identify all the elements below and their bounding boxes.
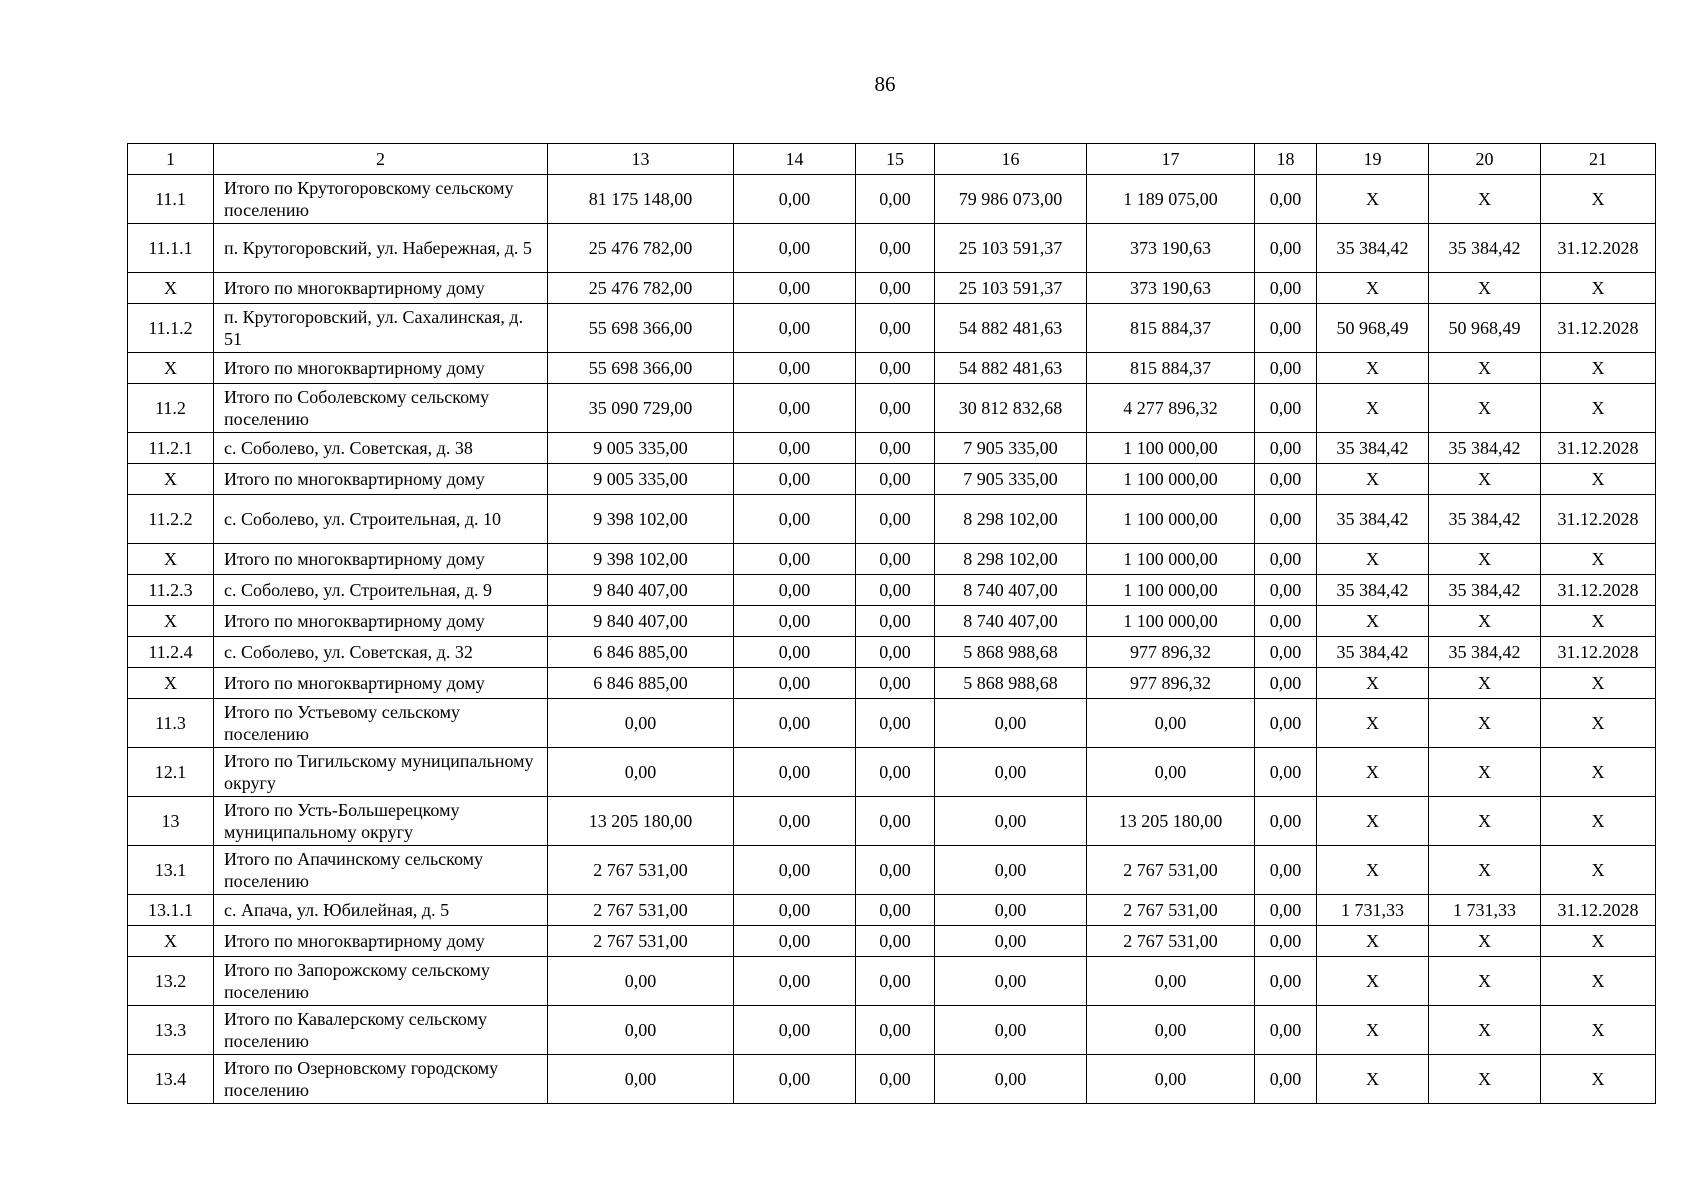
value-cell: X bbox=[1429, 748, 1541, 797]
value-cell: 0,00 bbox=[856, 384, 935, 433]
row-name-cell: Итого по Устьевому сельскому поселению bbox=[214, 699, 548, 748]
table-row bbox=[128, 668, 1656, 699]
value-cell: 0,00 bbox=[856, 304, 935, 353]
value-cell: 25 476 782,00 bbox=[548, 224, 734, 273]
value-cell: 0,00 bbox=[548, 748, 734, 797]
value-cell: 0,00 bbox=[734, 748, 856, 797]
value-cell: 0,00 bbox=[1255, 699, 1317, 748]
value-cell: 373 190,63 bbox=[1087, 224, 1255, 273]
value-cell: 55 698 366,00 bbox=[548, 353, 734, 384]
row-number-cell: 11.3 bbox=[128, 699, 214, 748]
column-header: 21 bbox=[1541, 144, 1656, 175]
value-cell: 1 100 000,00 bbox=[1087, 575, 1255, 606]
row-number-cell: X bbox=[128, 926, 214, 957]
value-cell: X bbox=[1317, 699, 1429, 748]
value-cell: 7 905 335,00 bbox=[935, 464, 1087, 495]
value-cell: 79 986 073,00 bbox=[935, 175, 1087, 224]
value-cell: 0,00 bbox=[1087, 1006, 1255, 1055]
value-cell: 0,00 bbox=[1255, 224, 1317, 273]
page-number: 86 bbox=[874, 72, 896, 96]
row-name-cell: с. Соболево, ул. Советская, д. 32 bbox=[214, 637, 548, 668]
row-number-cell: X bbox=[128, 668, 214, 699]
value-cell: 0,00 bbox=[1255, 175, 1317, 224]
row-name-cell: Итого по Кавалерскому сельскому поселению bbox=[214, 1006, 548, 1055]
row-name-cell: Итого по Апачинскому сельскому поселению bbox=[214, 846, 548, 895]
value-cell: 0,00 bbox=[734, 575, 856, 606]
value-cell: X bbox=[1429, 797, 1541, 846]
row-number-cell: 11.2.3 bbox=[128, 575, 214, 606]
value-cell: 0,00 bbox=[734, 699, 856, 748]
value-cell: 0,00 bbox=[734, 353, 856, 384]
row-name-cell: Итого по Озерновскому городскому поселению bbox=[214, 1055, 548, 1104]
value-cell: 0,00 bbox=[856, 464, 935, 495]
value-cell: 0,00 bbox=[856, 273, 935, 304]
value-cell: X bbox=[1541, 353, 1656, 384]
value-cell: 0,00 bbox=[856, 797, 935, 846]
row-number-cell: 13.4 bbox=[128, 1055, 214, 1104]
value-cell: 2 767 531,00 bbox=[548, 895, 734, 926]
value-cell: 35 090 729,00 bbox=[548, 384, 734, 433]
value-cell: X bbox=[1541, 544, 1656, 575]
row-number-cell: 13.1 bbox=[128, 846, 214, 895]
value-cell: 0,00 bbox=[734, 637, 856, 668]
value-cell: 0,00 bbox=[734, 273, 856, 304]
value-cell: 0,00 bbox=[856, 748, 935, 797]
value-cell: 54 882 481,63 bbox=[935, 353, 1087, 384]
row-name-cell: Итого по многоквартирному дому bbox=[214, 464, 548, 495]
value-cell: 50 968,49 bbox=[1317, 304, 1429, 353]
table-header-row bbox=[128, 144, 1656, 175]
table-row bbox=[128, 273, 1656, 304]
value-cell: 0,00 bbox=[1255, 1055, 1317, 1104]
value-cell: X bbox=[1317, 1055, 1429, 1104]
value-cell: 0,00 bbox=[1255, 797, 1317, 846]
value-cell: X bbox=[1429, 384, 1541, 433]
row-name-cell: п. Крутогоровский, ул. Набережная, д. 5 bbox=[214, 224, 548, 273]
value-cell: X bbox=[1541, 926, 1656, 957]
value-cell: 0,00 bbox=[935, 1006, 1087, 1055]
value-cell: 55 698 366,00 bbox=[548, 304, 734, 353]
table-row bbox=[128, 384, 1656, 433]
value-cell: 2 767 531,00 bbox=[548, 846, 734, 895]
value-cell: 31.12.2028 bbox=[1541, 495, 1656, 544]
table-row bbox=[128, 846, 1656, 895]
value-cell: X bbox=[1541, 606, 1656, 637]
value-cell: 0,00 bbox=[1255, 544, 1317, 575]
value-cell: 0,00 bbox=[856, 895, 935, 926]
row-name-cell: Итого по многоквартирному дому bbox=[214, 668, 548, 699]
value-cell: 0,00 bbox=[734, 433, 856, 464]
value-cell: 0,00 bbox=[1087, 957, 1255, 1006]
value-cell: X bbox=[1541, 699, 1656, 748]
row-name-cell: п. Крутогоровский, ул. Сахалинская, д. 51 bbox=[214, 304, 548, 353]
column-header: 1 bbox=[128, 144, 214, 175]
row-number-cell: 13.2 bbox=[128, 957, 214, 1006]
value-cell: 0,00 bbox=[1087, 1055, 1255, 1104]
value-cell: 0,00 bbox=[734, 384, 856, 433]
value-cell: X bbox=[1541, 957, 1656, 1006]
table-body bbox=[128, 144, 1656, 1104]
value-cell: 0,00 bbox=[1255, 957, 1317, 1006]
value-cell: 13 205 180,00 bbox=[1087, 797, 1255, 846]
value-cell: 0,00 bbox=[1255, 926, 1317, 957]
value-cell: 4 277 896,32 bbox=[1087, 384, 1255, 433]
value-cell: 8 298 102,00 bbox=[935, 495, 1087, 544]
value-cell: 0,00 bbox=[734, 957, 856, 1006]
value-cell: 0,00 bbox=[548, 699, 734, 748]
value-cell: 35 384,42 bbox=[1429, 575, 1541, 606]
value-cell: 0,00 bbox=[734, 1006, 856, 1055]
column-header: 13 bbox=[548, 144, 734, 175]
value-cell: X bbox=[1317, 926, 1429, 957]
table-row bbox=[128, 353, 1656, 384]
column-header: 14 bbox=[734, 144, 856, 175]
table-row bbox=[128, 797, 1656, 846]
value-cell: 0,00 bbox=[1255, 637, 1317, 668]
value-cell: 0,00 bbox=[935, 926, 1087, 957]
value-cell: 8 298 102,00 bbox=[935, 544, 1087, 575]
value-cell: X bbox=[1429, 1055, 1541, 1104]
value-cell: 31.12.2028 bbox=[1541, 575, 1656, 606]
value-cell: X bbox=[1429, 464, 1541, 495]
column-header: 19 bbox=[1317, 144, 1429, 175]
value-cell: X bbox=[1541, 273, 1656, 304]
value-cell: 2 767 531,00 bbox=[1087, 926, 1255, 957]
value-cell: 0,00 bbox=[734, 846, 856, 895]
data-table bbox=[127, 143, 1656, 1104]
value-cell: 0,00 bbox=[935, 957, 1087, 1006]
value-cell: 0,00 bbox=[1255, 384, 1317, 433]
row-name-cell: с. Соболево, ул. Советская, д. 38 bbox=[214, 433, 548, 464]
table-row bbox=[128, 304, 1656, 353]
value-cell: 0,00 bbox=[1255, 575, 1317, 606]
row-number-cell: 11.1.2 bbox=[128, 304, 214, 353]
value-cell: 0,00 bbox=[734, 1055, 856, 1104]
value-cell: X bbox=[1541, 464, 1656, 495]
value-cell: 1 100 000,00 bbox=[1087, 433, 1255, 464]
value-cell: 35 384,42 bbox=[1317, 575, 1429, 606]
value-cell: 0,00 bbox=[856, 606, 935, 637]
value-cell: 7 905 335,00 bbox=[935, 433, 1087, 464]
value-cell: 0,00 bbox=[856, 699, 935, 748]
table-row bbox=[128, 575, 1656, 606]
value-cell: 6 846 885,00 bbox=[548, 668, 734, 699]
value-cell: 1 731,33 bbox=[1317, 895, 1429, 926]
value-cell: 0,00 bbox=[856, 495, 935, 544]
table-row bbox=[128, 175, 1656, 224]
row-number-cell: 11.2.1 bbox=[128, 433, 214, 464]
value-cell: X bbox=[1317, 544, 1429, 575]
value-cell: 35 384,42 bbox=[1429, 433, 1541, 464]
value-cell: 0,00 bbox=[734, 895, 856, 926]
row-name-cell: Итого по Крутогоровскому сельскому поселению bbox=[214, 175, 548, 224]
value-cell: 35 384,42 bbox=[1317, 495, 1429, 544]
value-cell: 0,00 bbox=[548, 1055, 734, 1104]
table-row bbox=[128, 926, 1656, 957]
value-cell: X bbox=[1429, 957, 1541, 1006]
value-cell: 9 840 407,00 bbox=[548, 606, 734, 637]
value-cell: X bbox=[1429, 273, 1541, 304]
column-header: 15 bbox=[856, 144, 935, 175]
value-cell: X bbox=[1541, 748, 1656, 797]
value-cell: 25 103 591,37 bbox=[935, 224, 1087, 273]
row-name-cell: с. Соболево, ул. Строительная, д. 9 bbox=[214, 575, 548, 606]
value-cell: 0,00 bbox=[734, 175, 856, 224]
value-cell: 0,00 bbox=[935, 846, 1087, 895]
value-cell: 9 398 102,00 bbox=[548, 495, 734, 544]
value-cell: 31.12.2028 bbox=[1541, 433, 1656, 464]
value-cell: X bbox=[1317, 606, 1429, 637]
value-cell: 0,00 bbox=[856, 668, 935, 699]
value-cell: 35 384,42 bbox=[1317, 637, 1429, 668]
value-cell: 9 840 407,00 bbox=[548, 575, 734, 606]
value-cell: 0,00 bbox=[1255, 304, 1317, 353]
value-cell: 0,00 bbox=[935, 699, 1087, 748]
value-cell: 0,00 bbox=[935, 895, 1087, 926]
table-row bbox=[128, 748, 1656, 797]
value-cell: 13 205 180,00 bbox=[548, 797, 734, 846]
value-cell: 2 767 531,00 bbox=[548, 926, 734, 957]
value-cell: 0,00 bbox=[1255, 353, 1317, 384]
value-cell: X bbox=[1317, 1006, 1429, 1055]
row-number-cell: 12.1 bbox=[128, 748, 214, 797]
value-cell: X bbox=[1429, 1006, 1541, 1055]
value-cell: 0,00 bbox=[1255, 606, 1317, 637]
value-cell: 0,00 bbox=[734, 926, 856, 957]
table-row bbox=[128, 957, 1656, 1006]
value-cell: 31.12.2028 bbox=[1541, 895, 1656, 926]
value-cell: X bbox=[1541, 797, 1656, 846]
value-cell: 0,00 bbox=[734, 224, 856, 273]
value-cell: X bbox=[1317, 797, 1429, 846]
value-cell: 35 384,42 bbox=[1317, 224, 1429, 273]
value-cell: 0,00 bbox=[856, 544, 935, 575]
table-row bbox=[128, 606, 1656, 637]
row-number-cell: 11.2.4 bbox=[128, 637, 214, 668]
value-cell: 0,00 bbox=[856, 637, 935, 668]
value-cell: 0,00 bbox=[856, 1055, 935, 1104]
row-number-cell: 13.1.1 bbox=[128, 895, 214, 926]
value-cell: X bbox=[1429, 175, 1541, 224]
table-row bbox=[128, 224, 1656, 273]
row-name-cell: Итого по многоквартирному дому bbox=[214, 926, 548, 957]
row-number-cell: 13.3 bbox=[128, 1006, 214, 1055]
value-cell: X bbox=[1429, 846, 1541, 895]
row-number-cell: 11.2 bbox=[128, 384, 214, 433]
value-cell: 0,00 bbox=[1255, 433, 1317, 464]
row-number-cell: X bbox=[128, 606, 214, 637]
value-cell: 0,00 bbox=[935, 748, 1087, 797]
value-cell: 35 384,42 bbox=[1429, 224, 1541, 273]
value-cell: 0,00 bbox=[734, 464, 856, 495]
value-cell: 1 100 000,00 bbox=[1087, 495, 1255, 544]
value-cell: X bbox=[1317, 464, 1429, 495]
value-cell: X bbox=[1429, 353, 1541, 384]
value-cell: 5 868 988,68 bbox=[935, 668, 1087, 699]
value-cell: X bbox=[1317, 748, 1429, 797]
value-cell: X bbox=[1541, 384, 1656, 433]
row-name-cell: с. Апача, ул. Юбилейная, д. 5 bbox=[214, 895, 548, 926]
value-cell: 0,00 bbox=[734, 544, 856, 575]
value-cell: 35 384,42 bbox=[1429, 495, 1541, 544]
value-cell: X bbox=[1541, 175, 1656, 224]
value-cell: 81 175 148,00 bbox=[548, 175, 734, 224]
value-cell: 373 190,63 bbox=[1087, 273, 1255, 304]
value-cell: 0,00 bbox=[1255, 895, 1317, 926]
row-number-cell: X bbox=[128, 464, 214, 495]
value-cell: 0,00 bbox=[734, 304, 856, 353]
value-cell: X bbox=[1317, 668, 1429, 699]
value-cell: X bbox=[1429, 606, 1541, 637]
value-cell: 0,00 bbox=[856, 224, 935, 273]
value-cell: X bbox=[1541, 1006, 1656, 1055]
column-header: 20 bbox=[1429, 144, 1541, 175]
row-name-cell: Итого по многоквартирному дому bbox=[214, 273, 548, 304]
value-cell: 1 100 000,00 bbox=[1087, 464, 1255, 495]
value-cell: X bbox=[1317, 353, 1429, 384]
column-header: 16 bbox=[935, 144, 1087, 175]
row-name-cell: Итого по многоквартирному дому bbox=[214, 544, 548, 575]
value-cell: X bbox=[1317, 384, 1429, 433]
value-cell: 25 103 591,37 bbox=[935, 273, 1087, 304]
value-cell: 0,00 bbox=[856, 353, 935, 384]
value-cell: 0,00 bbox=[935, 1055, 1087, 1104]
value-cell: 0,00 bbox=[1255, 668, 1317, 699]
row-number-cell: X bbox=[128, 273, 214, 304]
row-number-cell: 11.1 bbox=[128, 175, 214, 224]
value-cell: 0,00 bbox=[734, 606, 856, 637]
table-row bbox=[128, 895, 1656, 926]
value-cell: 0,00 bbox=[935, 797, 1087, 846]
row-name-cell: с. Соболево, ул. Строительная, д. 10 bbox=[214, 495, 548, 544]
value-cell: 9 005 335,00 bbox=[548, 433, 734, 464]
table-row bbox=[128, 464, 1656, 495]
table-row bbox=[128, 433, 1656, 464]
value-cell: X bbox=[1317, 175, 1429, 224]
value-cell: 0,00 bbox=[1255, 748, 1317, 797]
value-cell: 0,00 bbox=[856, 433, 935, 464]
value-cell: 2 767 531,00 bbox=[1087, 895, 1255, 926]
value-cell: X bbox=[1429, 926, 1541, 957]
column-header: 2 bbox=[214, 144, 548, 175]
value-cell: 9 005 335,00 bbox=[548, 464, 734, 495]
column-header: 17 bbox=[1087, 144, 1255, 175]
value-cell: 30 812 832,68 bbox=[935, 384, 1087, 433]
value-cell: X bbox=[1429, 668, 1541, 699]
value-cell: X bbox=[1541, 1055, 1656, 1104]
row-name-cell: Итого по Тигильскому муниципальному округу bbox=[214, 748, 548, 797]
value-cell: 0,00 bbox=[548, 957, 734, 1006]
value-cell: 0,00 bbox=[734, 797, 856, 846]
table-row bbox=[128, 1055, 1656, 1104]
value-cell: 0,00 bbox=[548, 1006, 734, 1055]
value-cell: 815 884,37 bbox=[1087, 353, 1255, 384]
table-row bbox=[128, 637, 1656, 668]
value-cell: 0,00 bbox=[1255, 846, 1317, 895]
value-cell: X bbox=[1541, 668, 1656, 699]
value-cell: 0,00 bbox=[734, 495, 856, 544]
row-name-cell: Итого по Усть-Большерецкому муниципальному округу bbox=[214, 797, 548, 846]
value-cell: 35 384,42 bbox=[1317, 433, 1429, 464]
value-cell: 0,00 bbox=[1087, 748, 1255, 797]
value-cell: 0,00 bbox=[856, 957, 935, 1006]
row-name-cell: Итого по Запорожскому сельскому поселению bbox=[214, 957, 548, 1006]
value-cell: 31.12.2028 bbox=[1541, 637, 1656, 668]
value-cell: X bbox=[1317, 273, 1429, 304]
row-name-cell: Итого по многоквартирному дому bbox=[214, 353, 548, 384]
value-cell: 31.12.2028 bbox=[1541, 224, 1656, 273]
value-cell: 6 846 885,00 bbox=[548, 637, 734, 668]
value-cell: 1 189 075,00 bbox=[1087, 175, 1255, 224]
value-cell: 0,00 bbox=[856, 575, 935, 606]
value-cell: 9 398 102,00 bbox=[548, 544, 734, 575]
value-cell: 31.12.2028 bbox=[1541, 304, 1656, 353]
value-cell: 25 476 782,00 bbox=[548, 273, 734, 304]
value-cell: 0,00 bbox=[734, 668, 856, 699]
table-row bbox=[128, 1006, 1656, 1055]
row-number-cell: 11.2.2 bbox=[128, 495, 214, 544]
value-cell: 0,00 bbox=[856, 175, 935, 224]
table-row bbox=[128, 544, 1656, 575]
table-row bbox=[128, 495, 1656, 544]
value-cell: X bbox=[1429, 699, 1541, 748]
value-cell: 1 100 000,00 bbox=[1087, 606, 1255, 637]
value-cell: 0,00 bbox=[856, 1006, 935, 1055]
value-cell: X bbox=[1317, 957, 1429, 1006]
row-name-cell: Итого по многоквартирному дому bbox=[214, 606, 548, 637]
value-cell: 0,00 bbox=[856, 926, 935, 957]
value-cell: X bbox=[1317, 846, 1429, 895]
row-name-cell: Итого по Соболевскому сельскому поселению bbox=[214, 384, 548, 433]
value-cell: X bbox=[1541, 846, 1656, 895]
value-cell: 54 882 481,63 bbox=[935, 304, 1087, 353]
value-cell: 0,00 bbox=[1087, 699, 1255, 748]
value-cell: 0,00 bbox=[1255, 1006, 1317, 1055]
value-cell: 35 384,42 bbox=[1429, 637, 1541, 668]
value-cell: 1 100 000,00 bbox=[1087, 544, 1255, 575]
value-cell: 8 740 407,00 bbox=[935, 575, 1087, 606]
value-cell: 50 968,49 bbox=[1429, 304, 1541, 353]
value-cell: 8 740 407,00 bbox=[935, 606, 1087, 637]
table-row bbox=[128, 699, 1656, 748]
value-cell: 815 884,37 bbox=[1087, 304, 1255, 353]
row-number-cell: X bbox=[128, 353, 214, 384]
value-cell: 5 868 988,68 bbox=[935, 637, 1087, 668]
row-number-cell: 13 bbox=[128, 797, 214, 846]
value-cell: 977 896,32 bbox=[1087, 637, 1255, 668]
value-cell: 0,00 bbox=[856, 846, 935, 895]
column-header: 18 bbox=[1255, 144, 1317, 175]
value-cell: 2 767 531,00 bbox=[1087, 846, 1255, 895]
value-cell: 0,00 bbox=[1255, 273, 1317, 304]
value-cell: X bbox=[1429, 544, 1541, 575]
row-number-cell: X bbox=[128, 544, 214, 575]
value-cell: 1 731,33 bbox=[1429, 895, 1541, 926]
row-number-cell: 11.1.1 bbox=[128, 224, 214, 273]
value-cell: 977 896,32 bbox=[1087, 668, 1255, 699]
value-cell: 0,00 bbox=[1255, 464, 1317, 495]
value-cell: 0,00 bbox=[1255, 495, 1317, 544]
